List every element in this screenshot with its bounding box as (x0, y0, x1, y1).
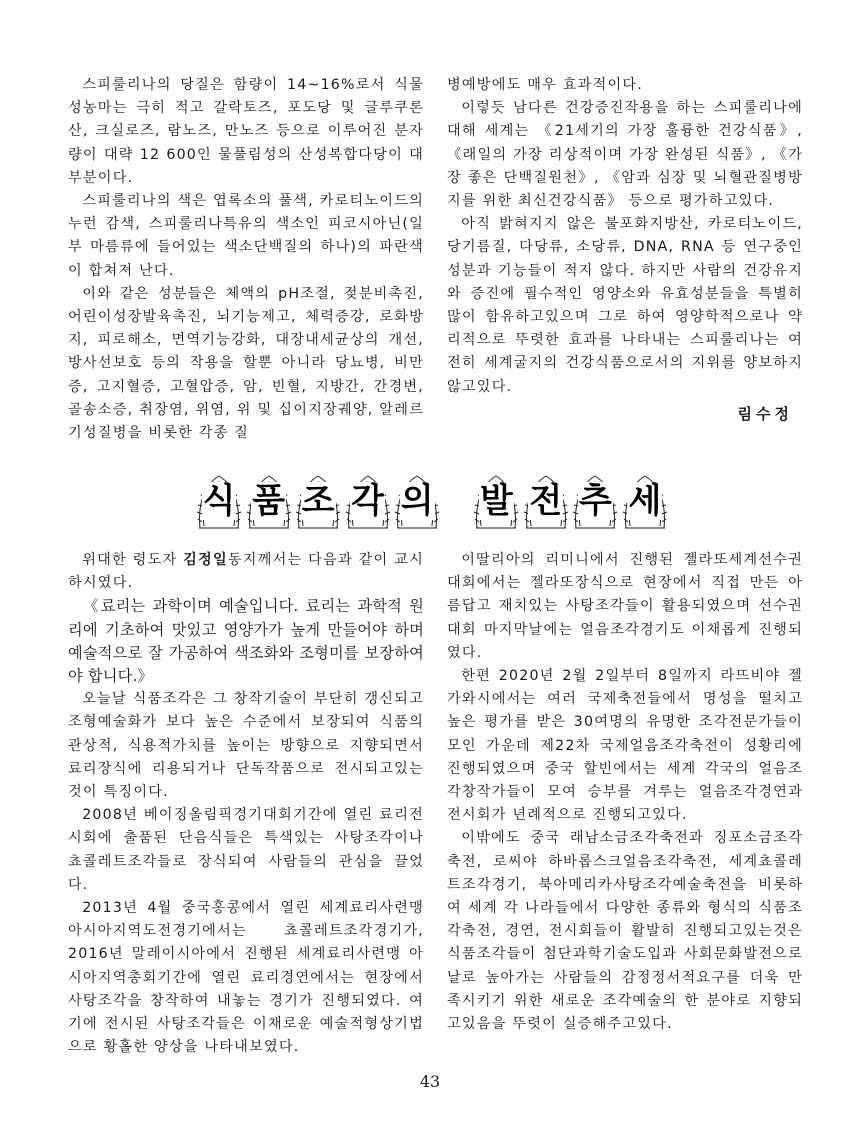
author-byline: 림수정 (737, 404, 793, 423)
article2-title-banner (196, 470, 668, 532)
paragraph: 2013년 4월 중국홍콩에서 열린 세계료리사련맹 아시아지역도전경기에서는 쵸콜레트조각경기가, 2016년 말레이시아에서 진행된 세계료리사련맹 아시아지역총회기간에 열린 료리경연에서는 현장에서 사탕조각을 창작하여 내놓는 경기가 진행되였다. 여기에 전시된 사탕조각들은 이채로운 예술적형상기법으로 황홀한 양상을 나타내보였다. (68, 900, 424, 1056)
quotation: 《료리는 과학이며 예술입니다. 료리는 과학적 원리에 기초하여 맛있고 영양가가 높게 만들어야 하며 예술적으로 잘 가공하여 색조화와 조형미를 보장하여야 합니다.》 (68, 597, 424, 686)
intro-prefix: 위대한 령도자 (82, 552, 184, 568)
article1-left-column (68, 74, 424, 445)
title-char-tile (473, 472, 519, 530)
title-char: 식 (202, 481, 236, 521)
leader-name: 김정일 (183, 552, 228, 568)
article1-right-column (447, 74, 803, 426)
paragraph: 이와 같은 성분들은 체액의 pH조절, 젖분비촉진, 어린이성장발육촉진, 뇌기능제고, 체력증강, 로화방지, 피로해소, 면역기능강화, 대장내세균상의 개선, 방사선보호 등의 작용을 할뿐 아니라 당뇨병, 비만증, 고지혈증, 고혈압증, 암, 빈혈, 지방간, 간경변, 골송소증, 취장염, 위염, 위 및 십이지장궤양, 알레르기성질병을 비롯한 각종 질 (68, 285, 424, 442)
title-char-tile (196, 472, 242, 530)
title-char: 각 (351, 481, 385, 521)
title-char-tile (572, 472, 618, 530)
title-char-tile (345, 472, 391, 530)
title-char: 세 (628, 481, 662, 521)
title-char-tile (523, 472, 569, 530)
article2-left-column (68, 549, 424, 1059)
title-char: 의 (400, 481, 434, 521)
title-char-tile (394, 472, 440, 530)
title-char: 전 (529, 481, 563, 521)
paragraph: 한편 2020년 2월 2일부터 8일까지 라뜨비야 젤가와시에서는 여러 국제축전들에서 명성을 떨치고 높은 평가를 받은 30여명의 유명한 조각전문가들이 모인 가운데 제22차 국제얼음조각축전이 성황리에 진행되였으며 중국 할빈에서는 세계 각국의 얼음조각창작가들이 모여 승부를 겨루는 얼음조각경연과 전시회가 년례적으로 진행되고있다. (447, 668, 803, 824)
title-char: 품 (252, 481, 285, 521)
title-char: 발 (479, 481, 513, 521)
paragraph: 이딸리아의 리미니에서 진행된 젤라또세계선수권대회에서는 젤라또장식으로 현장에서 직접 만든 아름답고 재치있는 사탕조각들이 활용되였으며 선수권대회 마지막날에는 얼음조각경기도 이채롭게 진행되였다. (447, 552, 803, 661)
paragraph: 오늘날 식품조각은 그 창작기술이 부단히 갱신되고 조형예술화가 보다 높은 수준에서 보장되여 식품의 관상적, 식용적가치를 높이는 방향으로 지향되면서 료리장식에 리용되거나 단독작품으로 전시되고있는것이 특징이다. (68, 691, 424, 801)
title-char: 조 (301, 481, 335, 521)
title-char-tile (295, 472, 341, 530)
intro-suffix: 동지께서는 다음과 같이 교시하시였다. (68, 552, 424, 592)
paragraph: 아직 밝혀지지 않은 불포화지방산, 카로티노이드, 당기름질, 다당류, 소당류, DNA, RNA 등 연구중인 성분과 기능들이 적지 않다. 하지만 사람의 건강유지와 증진에 필수적인 영양소와 유효성분들을 특별히 많이 함유하고있으며 그로 하여 영양학적으로나 약리적으로 뚜렷한 효과를 나타내는 스피룰리나는 여전히 세계굴지의 건강식품으로서의 지위를 양보하지 않고있다. (447, 216, 803, 395)
page-number: 43 (419, 1072, 441, 1091)
paragraph: 이밖에도 중국 래남소금조각축전과 징포소금조각축전, 로씨야 하바롭스크얼음조각축전, 세계쵸콜레트조각경기, 북아메리카사탕조각예술축전을 비롯하여 세계 각 나라들에서 다양한 종류와 형식의 식품조각축전, 경연, 전시회들이 활발히 진행되고있는것은 식품조각들이 첨단과학기술도입과 사회문화발전으로 날로 높아가는 사람들의 감정정서적요구를 더욱 만족시키기 위한 새로운 조각예술의 한 분야로 지향되고있음을 뚜렷이 실증해주고있다. (447, 830, 803, 1033)
paragraph: 스피룰리나의 당질은 함량이 14~16%로서 식물성농마는 극히 적고 갈락토즈, 포도당 및 글루쿠론산, 크실로즈, 람노즈, 만노즈 등으로 이루어진 분자량이 대략 12 600인 물풀림성의 산성복합다당이 대부분이다. (68, 77, 424, 186)
paragraph: 이렇듯 남다른 건강증진작용을 하는 스피룰리나에 대해 세계는 《21세기의 가장 훌륭한 건강식품》, 《래일의 가장 리상적이며 가장 완성된 식품》, 《가장 좋은 단백질원천》, 《암과 심장 및 뇌혈관질병방지를 위한 최신건강식품》 등으로 평가하고있다. (447, 100, 803, 210)
paragraph-continuation: 병예방에도 매우 효과적이다. (447, 77, 643, 93)
title-char-tile (246, 472, 292, 530)
title-char: 추 (578, 481, 612, 521)
title-char-tile (622, 472, 668, 530)
intro-paragraph (68, 549, 424, 595)
paragraph: 2008년 베이징올림픽경기대회기간에 열린 료리전시회에 출품된 단음식들은 특색있는 사탕조각이나 쵸콜레트조각들로 장식되여 사람들의 관심을 끌었다. (68, 807, 424, 893)
paragraph: 스피룰리나의 색은 엽록소의 풀색, 카로티노이드의 누런 감색, 스피룰리나특유의 색소인 피코시아닌(일부 마름류에 들어있는 색소단백질의 하나)의 파란색이 합쳐져 난다. (68, 193, 424, 279)
article2-right-column (447, 549, 803, 1036)
